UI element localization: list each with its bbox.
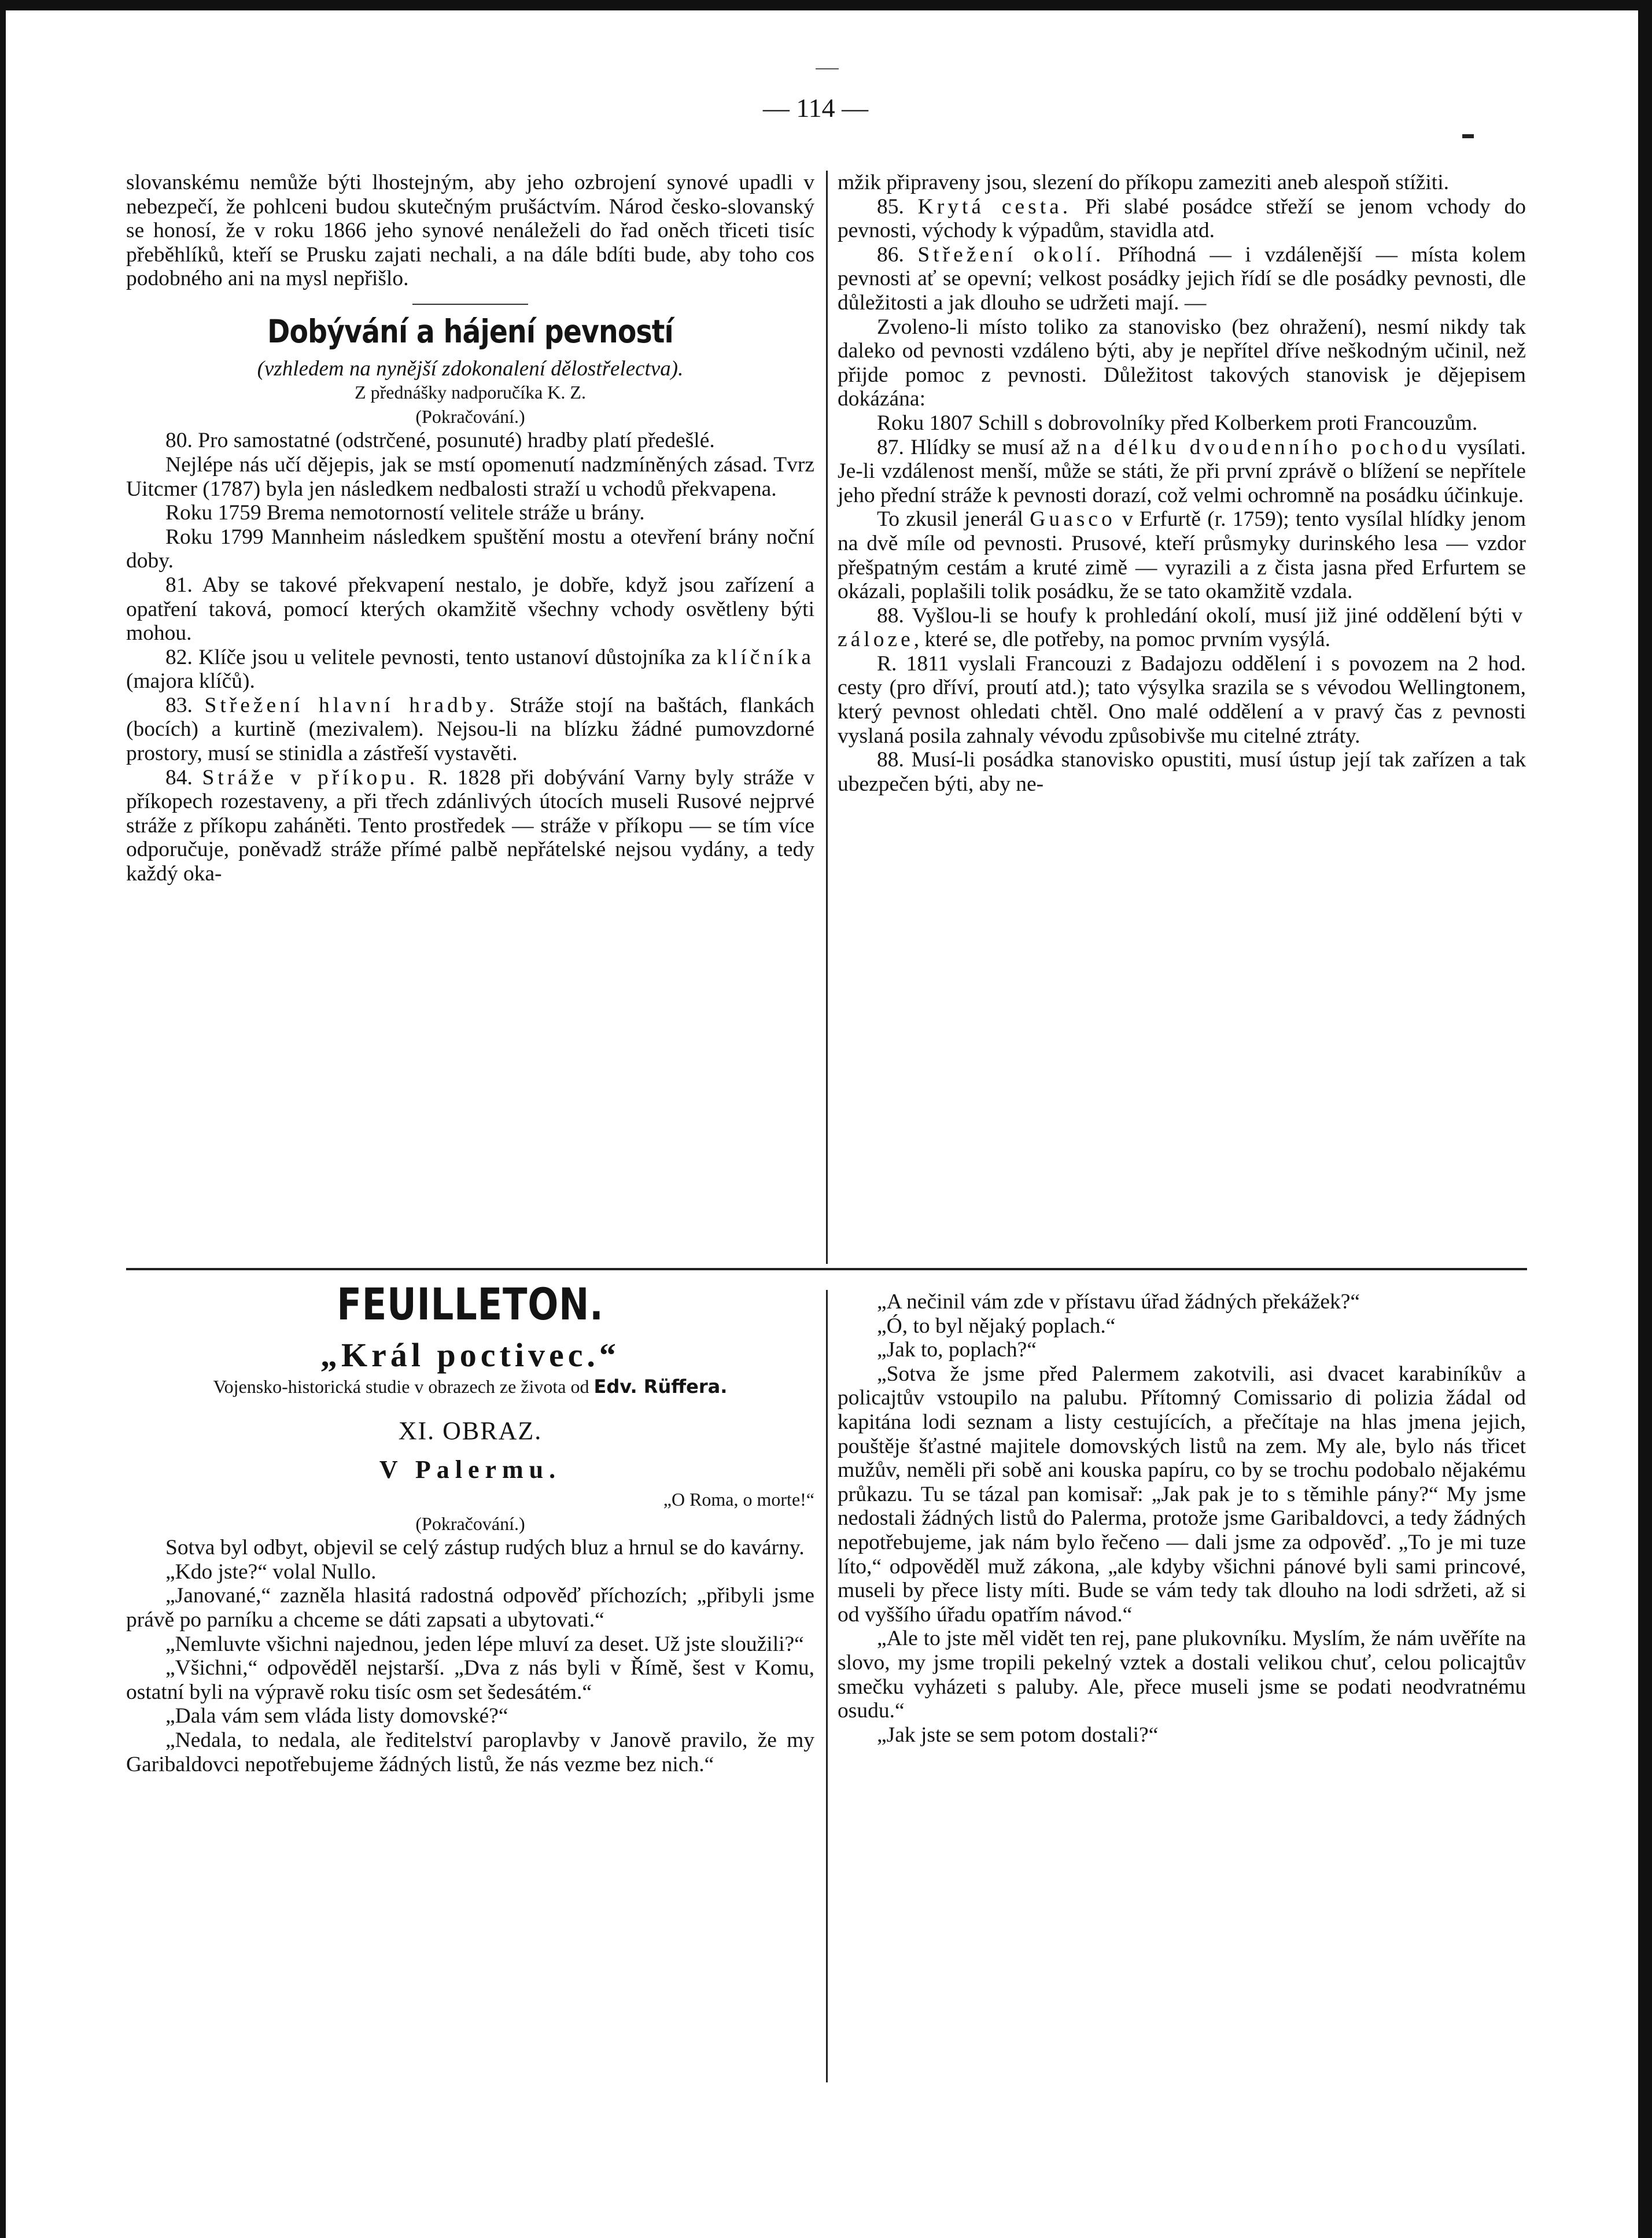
feuilleton-author: Edv. Rüffera.	[593, 1376, 728, 1398]
intro-paragraph: slovanskému nemůže býti lhostejným, aby jeho ozbrojení synové upadli v nebezpečí, že pohlceni budou skutečným prušáctvím. Národ česko-slovanský se honosí, že v roku 1866 jeho synové nenáleželi do řad oněch třiceti tisíc přeběhlíků, kteří se Prusku zajati nechali, a na dále bdíti bude, aby toho cos podobného ani na mysl nepřišlo.	[126, 171, 814, 291]
paragraph-82	[126, 646, 814, 694]
p82-spaced: klíčníka	[717, 645, 814, 669]
p87c-text-a: To zkusil jenerál	[877, 507, 1030, 532]
left-column-top	[126, 171, 814, 886]
p87-text-a: 87. Hlídky se musí až	[877, 435, 1077, 459]
paragraph-86	[838, 243, 1526, 315]
feuilleton-continuation: (Pokračování.)	[415, 1513, 525, 1534]
feuilleton-divider	[126, 1268, 1527, 1270]
paragraph-87	[838, 436, 1526, 508]
article-title: Dobývání a hájení pevností	[267, 312, 673, 350]
feuilleton-heading: FEUILLETON.	[337, 1278, 604, 1330]
feuilleton-paragraph: „Kdo jste?“ volal Nullo.	[165, 1559, 377, 1584]
paragraph-88	[838, 604, 1526, 652]
paragraph-83	[126, 694, 814, 766]
paragraph-85	[838, 195, 1526, 243]
paragraph-81: 81. Aby se takové překvapení nestalo, je dobře, když jsou zařízení a opatření taková, pomocí kterých okamžitě všechny vchody osvětleny býti mohou.	[126, 573, 814, 646]
margin-mark	[1462, 134, 1474, 138]
p85-spaced: Krytá cesta.	[917, 194, 1072, 219]
feuilleton-paragraph: „Sotva že jsme před Palermem zakotvili, asi dvacet karabiníkův a policajtův vstoupilo na palubu. Přítomný Comissario di polizia žádal od kapitána lodi seznam a listy cestujících, a přečítaje na hlas jmena jejich, pouštěje šťastné majitele domovských listů na zem. My ale, bylo nás třicet mužův, neměli při sobě ani kouska papíru, co by se trochu podobalo nějakému průkazu. Tu se tázal pan komisař: „Jak pak je to s těmihle pány?“ My jsme nedostali žádných listů do Palerma, protože jsme Garibaldovci, a tedy žádných nepotřebujeme, jak nám bylo řečeno — dali jsme za odpověď. „To je mi tuze líto,“ odpověděl muž zákona, „ale kdyby všichni pánové byli sami princové, museli by přece listy míti. Bude se vám tedy tak dlouho na lodi sdržeti, až si od vyššího úřadu opatřím návod.“	[838, 1362, 1526, 1627]
p87c-text-b: v Erfurtě (r. 1759); tento vysílal hlídky jenom na dvě míle od pevnosti. Prusové, kteří průsmyky durinského lesa — vzdor přešpatným cestám a kruté zimě — vyrazili a z čista jasna před Erfurtem se okázali, poplašili tolik posádku, že se tato okamžitě vzdala.	[838, 507, 1526, 604]
p87c-spaced: Guasco	[1030, 507, 1116, 532]
feuilleton-left-column	[126, 1278, 814, 1776]
continuation-note: (Pokračování.)	[415, 405, 525, 427]
top-mark	[816, 68, 839, 69]
feuilleton-paragraph: „Jak to, poplach?“	[877, 1338, 1037, 1362]
p84-text-b: R. 1828 při dobývání Varny byly stráže v příkopech rozestaveny, a při třech zdánlivých útocích museli Rusové nejprvé stráže z příkopu zaháněti. Tento prostředek — stráže v příkopu — se tím více odporučuje, poněvadž stráže přímé palbě nepřátelské nejsou vydány, a tedy každý oka-	[126, 765, 814, 886]
scan-border-left	[0, 0, 6, 2238]
p83-spaced: Střežení hlavní hradby.	[204, 693, 498, 717]
feuilleton-paragraph: „Dala vám sem vláda listy domovské?“	[165, 1704, 508, 1728]
continuation-paragraph: mžik připraveny jsou, slezení do příkopu zameziti aneb alespoň stížiti.	[838, 171, 1449, 194]
p84-spaced: Stráže v příkopu.	[202, 765, 419, 790]
paragraph-87c	[838, 507, 1526, 603]
p83-text-a: 83.	[165, 693, 205, 717]
feuilleton-paragraph: „Jak jste se sem potom dostali?“	[877, 1723, 1159, 1747]
p83-text-b: Stráže stojí na baštách, flankách (bocích) a kurtině (mezivalem). Nejsou-li na blízku žádné pumovzdorné prostory, musí se stinidla a zástřeší vystavěti.	[126, 693, 815, 766]
paragraph-80b: Nejlépe nás učí dějepis, jak se mstí opomenutí nadzmíněných zásad. Tvrz Uitcmer (1787) byla jen následkem nedbalosti straží u vchodů překvapena.	[126, 452, 814, 501]
epigraph: „O Roma, o morte!“	[663, 1488, 814, 1510]
feuilleton-subtitle-text: Vojensko-historická studie v obrazech ze života od	[213, 1376, 594, 1398]
feuilleton-paragraph: Sotva byl odbyt, objevil se celý zástup rudých bluz a hrnul se do kavárny.	[165, 1536, 805, 1560]
p86-spaced: Střežení okolí.	[917, 242, 1105, 267]
paragraph-88c: R. 1811 vyslali Francouzi z Badajozu oddělení i s povozem na 2 hod. cesty (pro dříví, proutí atd.); tato výsylka srazila se s vévodou Wellingtonem, který pevnost ohledati chtěl. Ono malé oddělení a v pravý čas z pevnosti vyslaná posila zahnaly vévodu způsobivše mu citelné ztráty.	[838, 651, 1526, 748]
paragraph-86d: Roku 1807 Schill s dobrovolníky před Kolberkem proti Francouzům.	[877, 411, 1478, 435]
article-subtitle: (vzhledem na nynější zdokonalení dělostřelectva).	[257, 356, 684, 381]
feuilleton-paragraph: „Nemluvte všichni najednou, jeden lépe mluví za deset. Už jste sloužili?“	[165, 1632, 804, 1656]
p84-text-a: 84.	[165, 765, 202, 790]
paragraph-80: 80. Pro samostatné (odstrčené, posunuté) hradby platí předešlé.	[165, 429, 715, 453]
p88-text-a: 88. Vyšlou-li se houfy k prohledání okolí, musí již jiné oddělení býti	[877, 603, 1512, 628]
paragraph-80c: Roku 1759 Brema nemotorností velitele stráže u brány.	[165, 501, 645, 525]
feuilleton-paragraph: „Janované,“ zazněla hlasitá radostná odpověď příchozích; „přibyli jsme právě po parníku a chceme se dáti zapsati a ubytovati.“	[126, 1584, 814, 1632]
p85-text-b: Při slabé posádce střeží se jenom vchody do pevnosti, východy k výpadům, stavidla atd.	[838, 194, 1526, 243]
paragraph-86c: Zvoleno-li místo toliko za stanovisko (bez ohražení), nesmí nikdy tak daleko od pevnosti vzdáleno býti, aby je nepřítel dříve neškodným učinil, než přijde pomoc z pevnosti. Důležitost takových stanovisk je dějepisem dokázána:	[838, 315, 1526, 411]
page-number: — 114 —	[762, 93, 869, 123]
scan-border-right	[1638, 0, 1652, 2238]
feuilleton-paragraph: „A nečinil vám zde v přístavu úřad žádných překážek?“	[877, 1290, 1360, 1314]
column-divider-bottom	[826, 1290, 828, 2082]
p85-text-a: 85.	[877, 194, 918, 219]
p87-text-b: vysílati. Je-li vzdálenost menší, může se státi, že při první zprávě o blížení se nepřítele jeho přední stráže k pevnosti dorazí, což velmi ochromně na posádku účinkuje.	[838, 435, 1526, 507]
p88-spaced: v záloze	[838, 603, 1526, 652]
feuilleton-right-column	[838, 1290, 1526, 1747]
paragraph-84	[126, 766, 814, 886]
feuilleton-subtitle	[126, 1375, 814, 1399]
p87-spaced: na délku dvoudenního pochodu	[1076, 435, 1450, 459]
column-divider-top	[826, 171, 828, 1264]
chapter-title: V Palermu.	[379, 1455, 562, 1484]
feuilleton-paragraph: „Nedala, to nedala, ale ředitelství paroplavby v Janově pravilo, že my Garibaldovci nepotřebujeme žádných listů, že nás vezme bez nich.“	[126, 1728, 814, 1776]
feuilleton-paragraph: „Ó, to byl nějaký poplach.“	[877, 1314, 1116, 1338]
paragraph-80d: Roku 1799 Mannheim následkem spuštění mostu a otevření brány noční doby.	[126, 525, 814, 573]
scan-border-top	[0, 0, 1652, 10]
feuilleton-paragraph: „Všichni,“ odpověděl nejstarší. „Dva z nás byli v Římě, šest v Komu, ostatní byli na výpravě roku tisíc osm set šedesátém.“	[126, 1656, 814, 1704]
p86-text-a: 86.	[877, 242, 918, 267]
p82-text-a: 82. Klíče jsou u velitele pevnosti, tento ustanoví důstojníka za	[165, 645, 717, 669]
section-separator	[412, 304, 528, 305]
feuilleton-paragraph: „Ale to jste měl vidět ten rej, pane plukovníku. Myslím, že nám uvěříte na slovo, my jsme tropili pekelný vztek a dostali velikou chuť, celou policajtův smečku vyházeti s paluby. Ale, přece museli jsme se podati neodvratnému osudu.“	[838, 1627, 1526, 1723]
p88-text-b: , které se, dle potřeby, na pomoc prvním vysýlá.	[913, 628, 1331, 652]
paragraph-88d: 88. Musí-li posádka stanovisko opustiti, musí ústup její tak zařízen a tak ubezpečen býti, aby ne-	[838, 748, 1526, 796]
right-column-top	[838, 171, 1526, 796]
chapter-heading: XI. OBRAZ.	[398, 1416, 543, 1445]
feuilleton-title: „Král poctivec.“	[320, 1336, 620, 1374]
article-byline: Z přednášky nadporučíka K. Z.	[355, 382, 586, 403]
p82-text-b: (majora klíčů).	[126, 669, 255, 694]
p86-text-b: Příhodná — i vzdálenější — místa kolem pevnosti ať se opevní; velkost posádky jejich řídí se dle posádky pevnosti, dle důležitosti a jak dlouho se udržeti mají. —	[838, 242, 1526, 315]
